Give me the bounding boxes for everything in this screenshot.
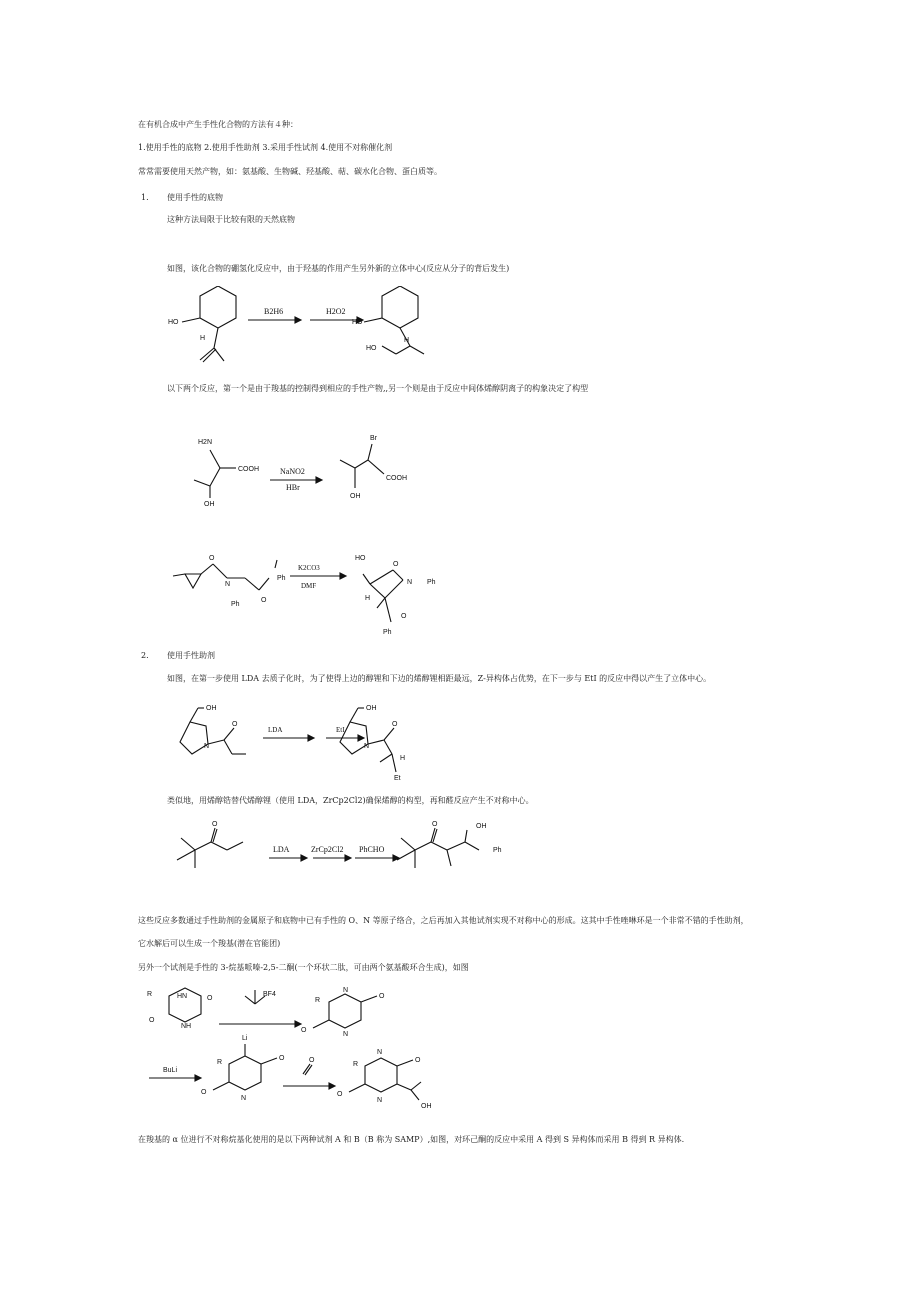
prolinol-reagent-2: EtI: [336, 726, 345, 734]
hydrolysis-line: 它水解后可以生成一个羧基(潜在官能团): [138, 939, 281, 948]
diazotization-label: COOH: [238, 466, 259, 473]
piperazine-label: O: [201, 1089, 207, 1096]
section-2-number: 2.: [141, 651, 149, 660]
lactam-reagent-1: K2CO3: [298, 564, 320, 572]
zirconium-scheme: [175, 820, 525, 890]
prolinol-label: OH: [206, 705, 217, 712]
prolinol-label: O: [232, 721, 238, 728]
zirconium-label: O: [432, 821, 438, 828]
piperazine-label: O: [149, 1017, 155, 1024]
lactam-label: O: [393, 561, 399, 568]
diazotization-reagent-1: NaNO2: [280, 467, 305, 476]
piperazinedione-caption: 另外一个试剂是手性的 3-烷基哌嗪-2,5-二酮(一个环状二肽，可由两个氨基酸环合生成)，如图: [138, 963, 469, 972]
piperazine-label: N: [343, 1031, 349, 1038]
piperazine-scheme: [145, 982, 475, 1117]
diazotization-reagent-2: HBr: [286, 483, 300, 492]
piperazine-label: Li: [242, 1035, 248, 1042]
piperazine-label: N: [343, 987, 349, 994]
hydroboration-label: HO: [352, 319, 363, 326]
zirconium-reagent-1: LDA: [273, 845, 290, 854]
diazotization-label: OH: [350, 493, 361, 500]
piperazine-label: HN: [177, 993, 188, 1000]
piperazine-label: R: [217, 1059, 223, 1066]
prolinol-label: N: [204, 743, 210, 750]
hydroboration-label: H: [200, 335, 206, 342]
zirconium-reagent-2: ZrCp2Cl2: [311, 845, 344, 854]
lactam-label: Ph: [231, 601, 240, 608]
diazotization-scheme: [180, 430, 440, 515]
diazotization-label: H2N: [198, 439, 213, 446]
diazotization-label: OH: [204, 501, 215, 508]
prolinol-label: Et: [394, 775, 401, 782]
piperazine-label: O: [301, 1027, 307, 1034]
prolinol-label: OH: [366, 705, 377, 712]
hydroboration-caption: 如图，该化合物的硼氢化反应中，由于羟基的作用产生另外新的立体中心(反应从分子的背后发生): [167, 264, 510, 273]
hydroboration-reagent-1: B2H6: [264, 307, 284, 316]
diazotization-label: Br: [370, 435, 377, 442]
piperazine-reagent-2: BuLi: [163, 1067, 178, 1074]
section-1-title: 使用手性的底物: [167, 193, 223, 202]
lactam-label: HO: [355, 555, 366, 562]
lactam-scheme: [165, 550, 465, 638]
auxiliary-paragraph: 这些反应多数通过手性助剂的金属原子和底物中已有手性的 O、N 等原子络合，之后再加入其他试剂实现不对称中心的形成。这其中手性唑啉环是一个非常不错的手性助剂，: [138, 916, 749, 925]
piperazine-label: OH: [421, 1103, 432, 1110]
hydroboration-label: HO: [366, 345, 377, 352]
natural-products-line: 常常需要使用天然产物，如：氨基酸、生物碱、羟基酸、萜、碳水化合物、蛋白质等。: [138, 167, 442, 176]
methods-line: 1.使用手性的底物 2.使用手性助剂 3.采用手性试剂 4.使用不对称催化剂: [138, 143, 393, 152]
lactam-label: Ph: [383, 629, 392, 636]
section-2-title: 使用手性助剂: [167, 651, 215, 660]
alkylation-caption: 在羧基的 α 位进行不对称烷基化使用的是以下两种试剂 A 和 B（B 称为 SAMP）,如图，对环己酮的反应中采用 A 得到 S 异构体而采用 B 得到 R 异构体.: [138, 1135, 685, 1144]
piperazine-label: R: [315, 997, 321, 1004]
hydroboration-reagent-2: H2O2: [326, 307, 346, 316]
piperazine-label: O: [207, 995, 213, 1002]
piperazine-label: N: [377, 1049, 383, 1056]
lactam-label: H: [365, 595, 371, 602]
lactam-label: O: [209, 555, 215, 562]
zirconium-reagent-3: PhCHO: [359, 845, 385, 854]
piperazine-label: O: [379, 993, 385, 1000]
lactam-label: O: [401, 613, 407, 620]
prolinol-label: O: [392, 721, 398, 728]
piperazine-label: O: [279, 1055, 285, 1062]
prolinol-label: N: [364, 743, 370, 750]
hydroboration-scheme: [160, 286, 450, 376]
lactam-label: Ph: [277, 575, 286, 582]
piperazine-label: R: [147, 991, 153, 998]
prolinol-label: H: [400, 755, 406, 762]
piperazine-label: O: [415, 1057, 421, 1064]
prolinol-reagent-1: LDA: [268, 726, 283, 734]
prolinol-scheme: [168, 692, 438, 787]
zirconium-label: Ph: [493, 847, 502, 854]
piperazine-label: N: [241, 1095, 247, 1102]
piperazine-label: NH: [181, 1023, 192, 1030]
section-1-limit-line: 这种方法局限于比较有限的天然底物: [167, 215, 295, 224]
piperazine-label: N: [377, 1097, 383, 1104]
zirconium-caption: 类似地，用烯醇锆替代烯醇锂（使用 LDA，ZrCp2Cl2)确保烯醇的构型，再和醛反应产生不对称中心。: [167, 796, 534, 805]
lactam-label: O: [261, 597, 267, 604]
section-1-number: 1.: [141, 193, 149, 202]
hydroboration-label: H: [404, 337, 410, 344]
lda-caption: 如图，在第一步使用 LDA 去质子化时，为了使得上边的醇锂和下边的烯醇锂相距最远，Z-异构体占优势，在下一步与 EtI 的反应中得以产生了立体中心。: [167, 674, 712, 683]
zirconium-label: O: [212, 821, 218, 828]
lactam-label: N: [407, 579, 413, 586]
lactam-label: N: [225, 581, 231, 588]
hydroboration-label: HO: [168, 319, 179, 326]
two-reactions-caption: 以下两个反应，第一个是由于羧基的控制得到相应的手性产物,,另一个则是由于反应中间体烯醇阴离子的构象决定了构型: [167, 384, 589, 393]
piperazine-label: O: [337, 1091, 343, 1098]
piperazine-label: O: [309, 1057, 315, 1064]
lactam-label: Ph: [427, 579, 436, 586]
lactam-reagent-2: DMF: [301, 582, 317, 590]
diazotization-label: COOH: [386, 475, 407, 482]
intro-line: 在有机合成中产生手性化合物的方法有４种：: [138, 120, 298, 129]
zirconium-label: OH: [476, 823, 487, 830]
piperazine-label: R: [353, 1061, 359, 1068]
piperazine-reagent-1: BF4: [263, 991, 276, 998]
